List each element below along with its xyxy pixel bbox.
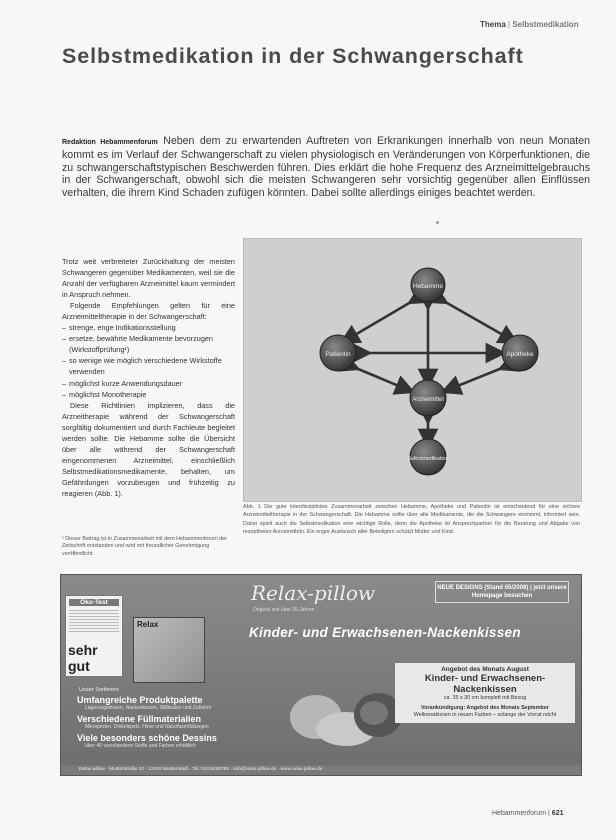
intro-end-mark: ▪: [436, 218, 439, 227]
page-number: 621: [551, 810, 564, 817]
svg-text:Apotheke: Apotheke: [506, 351, 534, 358]
feature-title: Viele besonders schöne Dessins: [77, 733, 217, 743]
list-item: – ersetze, bewährte Medikamente bevorzugen (Wirkstoffprüfung¹): [62, 333, 235, 355]
list-item: – so wenige wie möglich verschiedene Wirkstoffe verwenden: [62, 355, 235, 377]
arrow-top-left: [348, 299, 416, 339]
footnote: ¹ Dieser Beitrag ist in Zusammenarbeit mit dem Hebammenforum der Zeitschrift entstanden und wird mit freundlicher Genehmigung veröffentlicht.: [62, 536, 228, 557]
feature-sub: über 40 verschiedene Stoffe und Farben erhältlich: [85, 743, 196, 749]
node-right: [502, 335, 538, 371]
features-title: Unser Sortiment: [79, 687, 119, 693]
svg-text:Selbstmedikation: Selbstmedikation: [407, 456, 449, 462]
section-category: Thema: [480, 20, 506, 29]
svg-text:Arzneimittel: Arzneimittel: [412, 397, 444, 403]
advertisement[interactable]: [60, 574, 582, 776]
offer-preview-details: Wellnesskissen in neuen Farben – solange der Vorrat reicht: [413, 712, 557, 718]
figure-caption: Abb. 1 Die gute interdisziplinäre Zusammenarbeit zwischen Hebamme, Apotheke und Patientin ist entscheidend für eine sichere Arzneimitteltherapie in der Schwangerschaft. Die Hebamme sollte über alle Medikamente, die die Schwangere einnimmt, informiert sein. Dabei spielt auch die Selbstmedikation eine wichtige Rolle, denn die Apotheke ist Ansprechpartner für die Beratung und Abgabe von rezeptfreien Arzneimitteln. Ein enger Austausch aller Beteiligten schützt Mutter und Kind.: [243, 504, 580, 536]
diagram-arrows: [348, 299, 510, 439]
list-item: – möglichst kurze Anwendungsdauer: [62, 378, 235, 389]
feature-sub: Lagerungskissen, Nackenkissen, Stillkissen und Zubehör: [85, 705, 212, 711]
arrow-right-center: [450, 366, 507, 389]
arrow-left-center: [351, 366, 406, 389]
article-author: Redaktion Hebammenforum: [62, 139, 158, 146]
body-paragraph-1: Trotz weit verbreiteter Zurückhaltung der meisten Schwangeren gegenüber Medikamenten, weil sie die Anzahl der verfügbaren Arzneimittel kaum vermindert in Anspruch nehmen.: [62, 257, 235, 300]
section-separator: |: [508, 20, 511, 29]
article-intro: [62, 135, 590, 199]
svg-text:Patientin: Patientin: [325, 351, 351, 358]
product-photo: [133, 617, 205, 683]
page-footer: Hebammenforum | 621: [492, 810, 564, 817]
node-left: [320, 335, 356, 371]
diagram-svg: [244, 239, 581, 501]
test-seal: [65, 595, 123, 677]
section-header: [480, 20, 579, 29]
intro-text: Neben dem zu erwartenden Auftreten von Erkrankungen innerhalb von neun Monaten kommt es im Verlauf der Schwangerschaft zu vielen physiologisch en Veränderungen von Körperfunktionen, die zu schwangerschaftstypischen Beschwerden führen. Dies erklärt die hohe Frequenz des Arzneimittelgebrauchs in der Schwangerschaft, obwohl sich die meisten Schwangeren sehr vorsichtig gegenüber allen Einflüssen verhalten, die ihrem Kind Schaden zufügen könnten. Dabei sollte allerdings einiges beachtet werden.: [62, 135, 590, 199]
list-item: – strenge, enge Indikationsstellung: [62, 322, 235, 333]
list-item: – möglichst Monotherapie: [62, 389, 235, 400]
offer-preview: Vorankündigung: Angebot des Monats September: [421, 705, 549, 711]
interaction-diagram: [243, 238, 582, 502]
feature-title: Verschiedene Füllmaterialien: [77, 714, 202, 724]
product-photo-label: Relax: [137, 620, 159, 629]
offer-product: Kinder- und Erwachsenen-Nackenkissen: [424, 673, 546, 695]
offer-title: Angebot des Monats August: [441, 666, 529, 673]
ad-headline: Kinder- und Erwachsenen-Nackenkissen: [249, 625, 521, 640]
offer-details: ca. 35 x 30 cm komplett mit Bezug: [443, 695, 527, 701]
node-bottom: [407, 439, 448, 475]
node-center: [410, 380, 446, 416]
body-paragraph-2: Folgende Empfehlungen gelten für eine Arzneimitteltherapie in der Schwangerschaft:: [62, 301, 235, 322]
new-designs-note: NEUE DESIGNS (Stand 05/2008) | jetzt unsere Homepage besuchen: [435, 581, 569, 603]
test-seal-lines: [69, 610, 119, 632]
test-seal-grade: sehr gut: [68, 642, 98, 674]
article-title: Selbstmedikation in der Schwangerschaft: [62, 44, 524, 68]
section-topic: Selbstmedikation: [512, 20, 579, 29]
svg-text:Hebamme: Hebamme: [413, 283, 443, 290]
offer-box: [395, 663, 575, 723]
arrow-top-right: [440, 299, 510, 339]
ad-contact-footer[interactable]: Relax-pillow · Musterstraße 12 · 12345 Musterstadt · Tel. 01234/56789 · info@relax-pillow.de · www.relax-pillow.de: [61, 765, 581, 775]
journal-name: Hebammenforum: [492, 810, 547, 817]
pillow-image: [286, 681, 404, 749]
feature-sub: Mikroperlen, Dinkelspelz, Hirse und Naturfaserfüllungen: [85, 724, 209, 730]
recommendation-list: [62, 322, 235, 399]
brand-logo: Relax-pillow: [251, 581, 376, 605]
body-paragraph-3: Diese Richtlinien implizieren, dass die Arzneitherapie während der Schwangerschaft sorgfältig dokumentiert und durch Fachleute begleitet werden sollte. Die Hebamme sollte die Übersicht über alle während der Schwangerschaft eingenommenen Arzneimittel, einschließlich Selbstmedikationsmedikamente, behalten, um Gefährdungen vorzubeugen und frühzeitig zu reagieren (Abb. 1).: [62, 400, 235, 498]
feature-title: Umfangreiche Produktpalette: [77, 695, 203, 705]
node-top: [411, 268, 445, 302]
body-column: [62, 256, 235, 499]
brand-tagline: Original seit über 20 Jahren: [253, 607, 315, 613]
test-seal-label: Öko-Test: [69, 599, 119, 606]
